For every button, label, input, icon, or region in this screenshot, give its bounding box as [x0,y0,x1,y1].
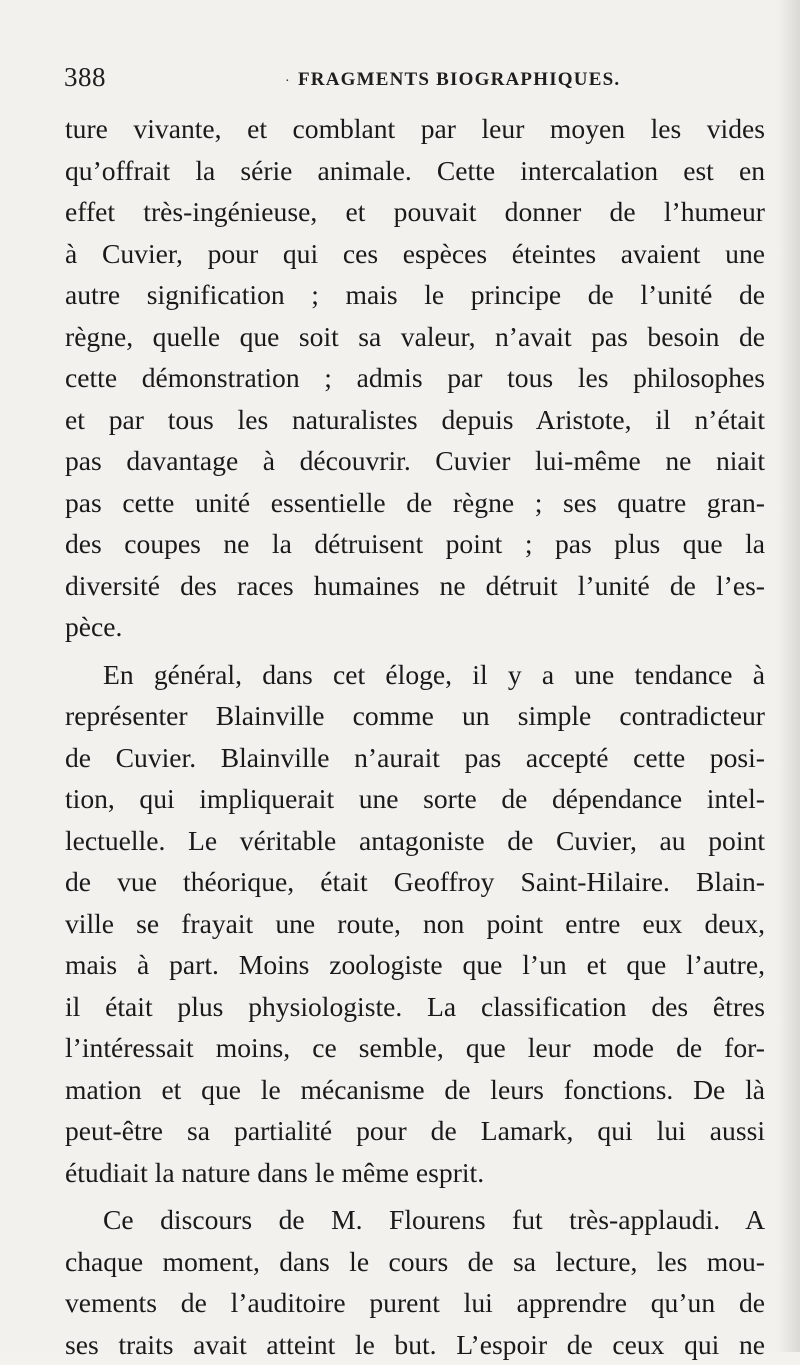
text-line: il était plus physiologiste. La classification des êtres [65,986,765,1028]
text-line: pas davantage à découvrir. Cuvier lui-même ne niait [65,440,765,482]
text-line: ture vivante, et comblant par leur moyen les vides [65,108,765,150]
text-line: chaque moment, dans le cours de sa lecture, les mou- [65,1241,765,1283]
text-line: lectuelle. Le véritable antagoniste de Cuvier, au point [65,820,765,862]
text-line: autre signification ; mais le principe de l’unité de [65,274,765,316]
text-line: de vue théorique, était Geoffroy Saint-Hilaire. Blain- [65,861,765,903]
header-dot: · [285,74,290,90]
text-line: de Cuvier. Blainville n’aurait pas accepté cette posi- [65,737,765,779]
text-line: l’intéressait moins, ce semble, que leur mode de for- [65,1027,765,1069]
text-line: effet très-ingénieuse, et pouvait donner de l’humeur [65,191,765,233]
running-title: FRAGMENTS BIOGRAPHIQUES. [298,69,620,91]
text-line: ses traits avait atteint le but. L’espoir de ceux qui ne [65,1324,765,1365]
paragraph-1 [65,108,765,648]
text-line: Ce discours de M. Flourens fut très-applaudi. A [65,1199,765,1241]
text-line: cette démonstration ; admis par tous les philosophes [65,357,765,399]
text-line: peut-être sa partialité pour de Lamark, qui lui aussi [65,1110,765,1152]
text-line: à Cuvier, pour qui ces espèces éteintes avaient une [65,233,765,275]
text-line: représenter Blainville comme un simple contradicteur [65,695,765,737]
text-line: En général, dans cet éloge, il y a une tendance à [65,654,765,696]
text-line: pas cette unité essentielle de règne ; ses quatre gran- [65,482,765,524]
text-line: diversité des races humaines ne détruit l’unité de l’es- [65,565,765,607]
text-line: vements de l’auditoire purent lui apprendre qu’un de [65,1282,765,1324]
text-line: mais à part. Moins zoologiste que l’un et que l’autre, [65,944,765,986]
text-line: mation et que le mécanisme de leurs fonctions. De là [65,1069,765,1111]
text-line: qu’offrait la série animale. Cette intercalation est en [65,150,765,192]
body-text [65,108,765,1365]
text-line: tion, qui impliquerait une sorte de dépendance intel- [65,778,765,820]
page-header [64,62,764,98]
text-line: ville se frayait une route, non point entre eux deux, [65,903,765,945]
text-line: et par tous les naturalistes depuis Aristote, il n’était [65,399,765,441]
text-line: règne, quelle que soit sa valeur, n’avait pas besoin de [65,316,765,358]
page-number: 388 [64,62,106,93]
text-line: étudiait la nature dans le même esprit. [65,1152,765,1194]
page-edge-shadow [778,0,800,1352]
paragraph-3 [65,1199,765,1365]
text-line: des coupes ne la détruisent point ; pas plus que la [65,523,765,565]
text-line: pèce. [65,606,765,648]
paragraph-2 [65,654,765,1194]
